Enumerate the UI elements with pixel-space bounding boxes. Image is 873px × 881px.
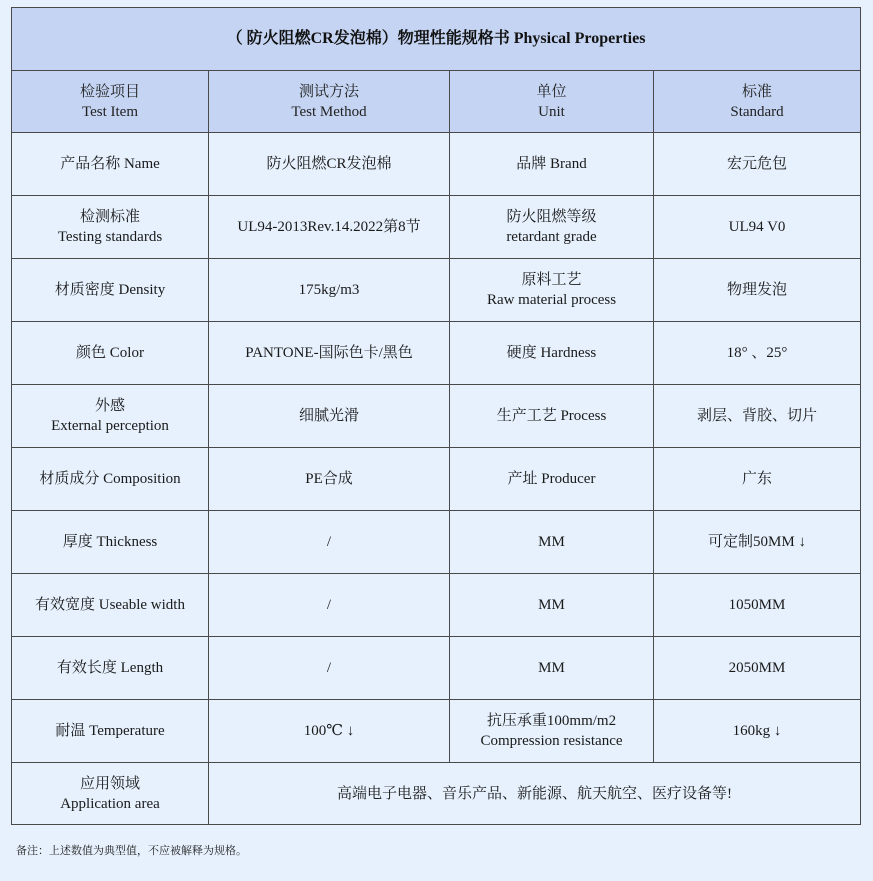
unit-cell: 防火阻燃等级 retardant grade: [450, 196, 654, 259]
application-label-cell: 应用领域 Application area: [12, 763, 209, 825]
application-row: [12, 763, 861, 825]
unit-cell: 原料工艺 Raw material process: [450, 259, 654, 322]
standard-cell: 160kg ↓: [654, 700, 861, 763]
table-row: [12, 196, 861, 259]
table-row: [12, 574, 861, 637]
test-item-cell: 有效长度 Length: [12, 637, 209, 700]
test-item-cell: 材质密度 Density: [12, 259, 209, 322]
test-method-cell: PE合成: [209, 448, 450, 511]
table-row: [12, 133, 861, 196]
standard-cell: 1050MM: [654, 574, 861, 637]
unit-cell: MM: [450, 637, 654, 700]
test-method-cell: /: [209, 637, 450, 700]
test-method-cell: 175kg/m3: [209, 259, 450, 322]
unit-cell: 抗压承重100mm/m2 Compression resistance: [450, 700, 654, 763]
standard-cell: 宏元危包: [654, 133, 861, 196]
standard-cell: 18° 、25°: [654, 322, 861, 385]
test-method-cell: /: [209, 511, 450, 574]
test-item-cell: 耐温 Temperature: [12, 700, 209, 763]
table-row: [12, 322, 861, 385]
test-method-cell: PANTONE-国际色卡/黑色: [209, 322, 450, 385]
standard-cell: 2050MM: [654, 637, 861, 700]
header-test-item: 检验项目 Test Item: [12, 71, 209, 133]
test-item-cell: 有效宽度 Useable width: [12, 574, 209, 637]
test-item-cell: 外感 External perception: [12, 385, 209, 448]
table-row: [12, 511, 861, 574]
table-row: [12, 637, 861, 700]
test-method-cell: UL94-2013Rev.14.2022第8节: [209, 196, 450, 259]
header-unit: 单位 Unit: [450, 71, 654, 133]
footnote: 备注：上述数值为典型值，不应被解释为规格。: [16, 844, 247, 857]
test-method-cell: 100℃ ↓: [209, 700, 450, 763]
unit-cell: MM: [450, 511, 654, 574]
unit-cell: 生产工艺 Process: [450, 385, 654, 448]
unit-cell: 产址 Producer: [450, 448, 654, 511]
application-value-cell: 高端电子电器、音乐产品、新能源、航天航空、医疗设备等!: [209, 763, 861, 825]
standard-cell: 广东: [654, 448, 861, 511]
standard-cell: UL94 V0: [654, 196, 861, 259]
table-row: [12, 448, 861, 511]
test-method-cell: /: [209, 574, 450, 637]
header-test-method: 测试方法 Test Method: [209, 71, 450, 133]
standard-cell: 可定制50MM ↓: [654, 511, 861, 574]
table-title-row: [12, 8, 861, 71]
table-header-row: [12, 71, 861, 133]
table-row: [12, 259, 861, 322]
standard-cell: 剥层、背胶、切片: [654, 385, 861, 448]
physical-properties-table: [11, 7, 861, 825]
header-standard: 标准 Standard: [654, 71, 861, 133]
table-row: [12, 385, 861, 448]
standard-cell: 物理发泡: [654, 259, 861, 322]
unit-cell: 硬度 Hardness: [450, 322, 654, 385]
test-item-cell: 颜色 Color: [12, 322, 209, 385]
unit-cell: MM: [450, 574, 654, 637]
test-method-cell: 防火阻燃CR发泡棉: [209, 133, 450, 196]
table-row: [12, 700, 861, 763]
test-item-cell: 检测标准 Testing standards: [12, 196, 209, 259]
table-title: （ 防火阻燃CR发泡棉）物理性能规格书 Physical Properties: [12, 8, 861, 71]
test-item-cell: 厚度 Thickness: [12, 511, 209, 574]
test-item-cell: 产品名称 Name: [12, 133, 209, 196]
test-method-cell: 细腻光滑: [209, 385, 450, 448]
test-item-cell: 材质成分 Composition: [12, 448, 209, 511]
unit-cell: 品牌 Brand: [450, 133, 654, 196]
